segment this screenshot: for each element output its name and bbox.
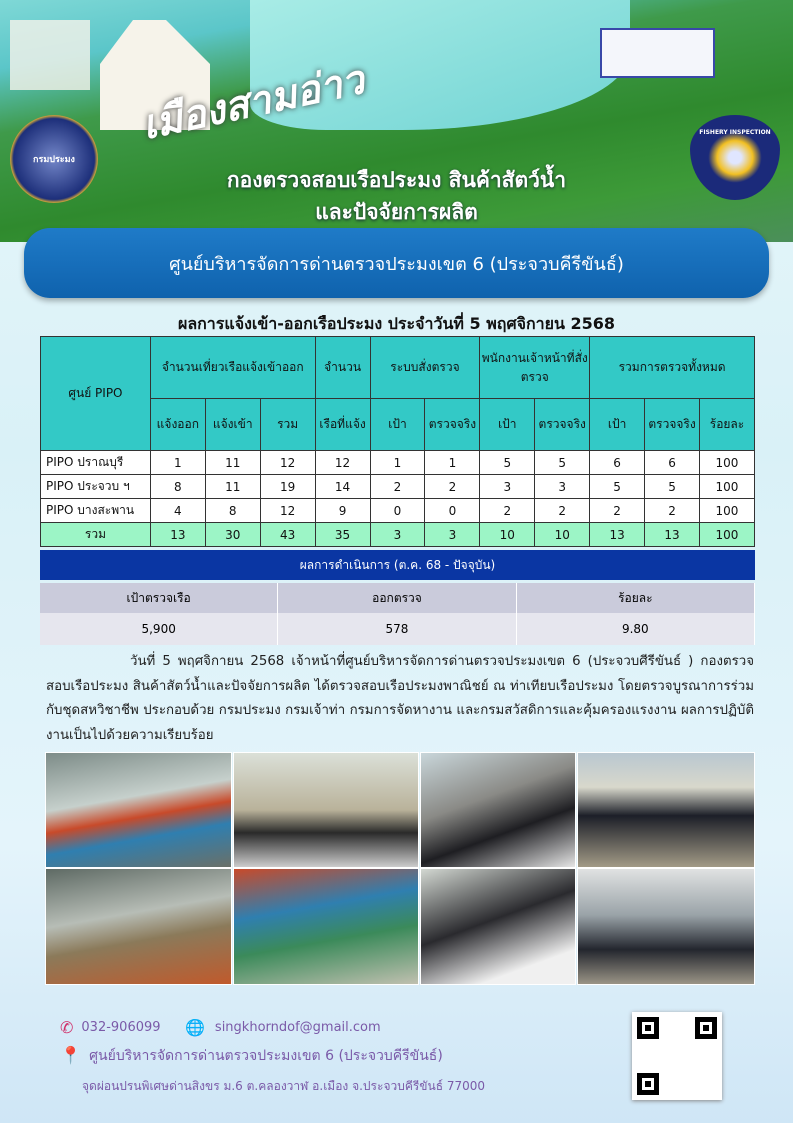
table-cell: 8 [150, 475, 205, 499]
subheader-cell: เป้า [370, 399, 425, 451]
row-label: PIPO ปราณบุรี [41, 451, 151, 475]
photo-team [577, 868, 755, 985]
department-of-fisheries-logo: กรมประมง [10, 115, 98, 203]
subheader-cell: เป้า [480, 399, 535, 451]
subheader-cell: ตรวจจริง [645, 399, 700, 451]
table-cell: 12 [260, 451, 315, 475]
address: จุดผ่อนปรนพิเศษด่านสิงขร ม.6 ต.คลองวาฬ อ.เมือง จ.ประจวบคีรีขันธ์ 77000 [82, 1079, 486, 1093]
table-cell: 0 [425, 499, 480, 523]
table-cell: 2 [370, 475, 425, 499]
table-cell: 2 [590, 499, 645, 523]
location-pin-icon: 📍 [60, 1046, 82, 1066]
photo-officers [577, 752, 755, 868]
report-paragraph: วันที่ 5 พฤศจิกายน 2568 เจ้าหน้าที่ศูนย์บริหารจัดการด่านตรวจประมงเขต 6 (ประจวบศีรีขันธ์ ) กองตรวจสอบเรือประมง สินค้าสัตว์น้ำและปัจจัยการผลิต ได้ตรวจสอบเรือประมงพาณิชย์ ณ ท่าเทียบเรือประมง โดยตรวจบูรณาการร่วมกับชุดสหวิชาชีพ ประกอบด้วย กรมประมง กรมเจ้าท่า กรมการจัดหางาน และกรมสวัสดิการและคุ้มครองแรงงาน ผลการปฏิบัติงานเป็นไปด้วยความเรียบร้อย [46, 654, 754, 743]
header-trips: จำนวนเที่ยวเรือแจ้งเข้าออก [150, 337, 315, 399]
center-name-banner [24, 228, 769, 298]
city-script-logo: เมืองสามอ่าว [137, 57, 369, 149]
table-cell: 6 [590, 451, 645, 475]
row-label: PIPO ประจวบ ฯ [41, 475, 151, 499]
row-label: PIPO บางสะพาน [41, 499, 151, 523]
table-cell: 14 [315, 475, 370, 499]
table-cell: 2 [480, 499, 535, 523]
table-cell: 1 [150, 451, 205, 475]
table-cell: 13 [590, 523, 645, 547]
table-cell: 5 [645, 475, 700, 499]
subheader-cell: ร้อยละ [699, 399, 754, 451]
header-total: รวมการตรวจทั้งหมด [590, 337, 755, 399]
table-cell: 6 [645, 451, 700, 475]
office-name: ศูนย์บริหารจัดการด่านตรวจประมงเขต 6 (ประจวบคีรีขันธ์) [89, 1048, 443, 1064]
table-cell: 2 [645, 499, 700, 523]
table-cell: 5 [590, 475, 645, 499]
subheader-cell: แจ้งเข้า [205, 399, 260, 451]
email-link[interactable]: singkhorndof@gmail.com [214, 1020, 381, 1035]
table-title: ผลการแจ้งเข้า-ออกเรือประมง ประจำวันที่ 5 พฤศจิกายน 2568 [177, 314, 616, 333]
subheader-cell: เรือที่แจ้ง [315, 399, 370, 451]
performance-header: เป้าตรวจเรือ [40, 583, 278, 613]
table-cell: 3 [535, 475, 590, 499]
table-cell: 3 [370, 523, 425, 547]
subheader-cell: ตรวจจริง [535, 399, 590, 451]
table-cell: 100 [699, 475, 754, 499]
temple-image [10, 20, 90, 90]
header-banner-image [0, 0, 793, 242]
contact-office [60, 1045, 443, 1067]
contact-email [185, 1018, 381, 1037]
table-cell: 5 [535, 451, 590, 475]
table-cell: 12 [315, 451, 370, 475]
table-cell: 3 [480, 475, 535, 499]
banner-text: ศูนย์บริหารจัดการด่านตรวจประมงเขต 6 (ประจวบคีรีขันธ์) [169, 253, 624, 275]
subheader-cell: ตรวจจริง [425, 399, 480, 451]
building-image [600, 28, 715, 78]
table-cell: 19 [260, 475, 315, 499]
header-officer: พนักงานเจ้าหน้าที่สั่งตรวจ [480, 337, 590, 399]
table-cell: 1 [370, 451, 425, 475]
table-cell: 12 [260, 499, 315, 523]
table-cell: 9 [315, 499, 370, 523]
performance-value: 9.80 [517, 613, 755, 645]
qr-code[interactable] [632, 1012, 722, 1100]
table-cell: 8 [205, 499, 260, 523]
table-cell: 1 [425, 451, 480, 475]
contact-phone [60, 1018, 161, 1037]
performance-header: ร้อยละ [517, 583, 755, 613]
globe-icon: 🌐 [185, 1018, 205, 1037]
table-row [41, 523, 755, 547]
photo-reading-document [420, 868, 576, 985]
table-cell: 11 [205, 475, 260, 499]
row-label: รวม [41, 523, 151, 547]
table-cell: 10 [480, 523, 535, 547]
header-pipo: ศูนย์ PIPO [41, 337, 151, 451]
table-cell: 2 [535, 499, 590, 523]
photo-inspection-office [233, 752, 419, 868]
phone-icon: ✆ [60, 1018, 74, 1037]
header-title-line2: และปัจจัยการผลิต [315, 200, 478, 224]
phone-text: 032-906099 [81, 1020, 161, 1035]
photo-document-check [420, 752, 576, 868]
subheader-cell: เป้า [590, 399, 645, 451]
photo-boat-deck [233, 868, 419, 985]
table-cell: 35 [315, 523, 370, 547]
performance-value: 5,900 [40, 613, 278, 645]
table-cell: 4 [150, 499, 205, 523]
table-cell: 13 [645, 523, 700, 547]
table-cell: 100 [699, 499, 754, 523]
table-cell: 11 [205, 451, 260, 475]
table-row [41, 499, 755, 523]
table-cell: 3 [425, 523, 480, 547]
table-cell: 100 [699, 523, 754, 547]
vessel-report-table [40, 336, 755, 547]
subheader-cell: รวม [260, 399, 315, 451]
logo-text: FISHERY INSPECTION [699, 129, 771, 136]
performance-header: ออกตรวจ [278, 583, 516, 613]
photo-fish-hold [45, 868, 232, 985]
table-cell: 43 [260, 523, 315, 547]
table-row [41, 451, 755, 475]
table-cell: 100 [699, 451, 754, 475]
photo-boat [45, 752, 232, 868]
table-cell: 0 [370, 499, 425, 523]
table-cell: 13 [150, 523, 205, 547]
header-system: ระบบสั่งตรวจ [370, 337, 480, 399]
performance-value: 578 [278, 613, 516, 645]
table-cell: 5 [480, 451, 535, 475]
subheader-cell: แจ้งออก [150, 399, 205, 451]
header-title-line1: กองตรวจสอบเรือประมง สินค้าสัตว์น้ำ [226, 168, 567, 192]
table-cell: 30 [205, 523, 260, 547]
table-cell: 2 [425, 475, 480, 499]
table-cell: 10 [535, 523, 590, 547]
header-count: จำนวน [315, 337, 370, 399]
table-row [41, 475, 755, 499]
performance-title: ผลการดำเนินการ (ต.ค. 68 - ปัจจุบัน) [40, 550, 755, 580]
performance-table [40, 550, 755, 645]
